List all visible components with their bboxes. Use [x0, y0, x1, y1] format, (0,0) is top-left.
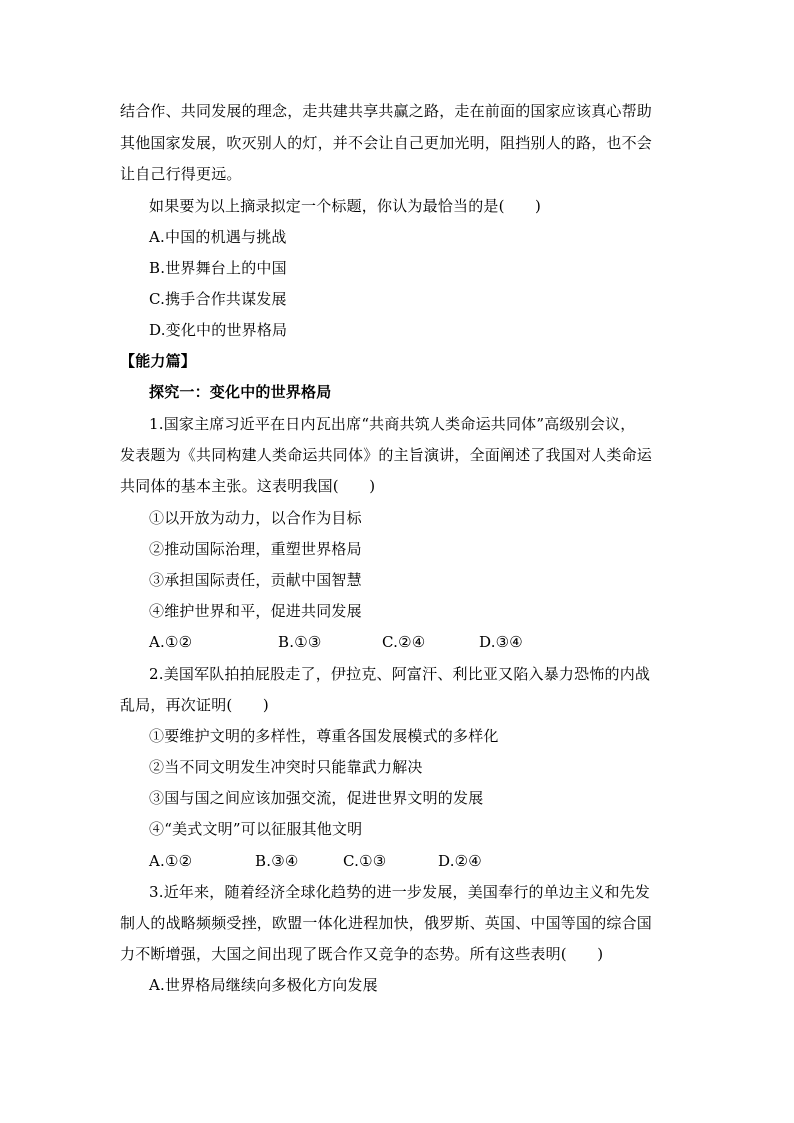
q2-line-2: 乱局，再次证明( ) — [120, 696, 269, 714]
q1-choices — [0, 632, 794, 652]
intro-option-c: C.携手合作共谋发展 — [149, 290, 287, 308]
intro-line-3: 让自己行得更远。 — [120, 165, 242, 183]
section-subheading: 探究一：变化中的世界格局 — [149, 383, 332, 401]
q2-choice-c: C.①③ — [343, 852, 387, 870]
q1-item-4: ④维护世界和平，促进共同发展 — [149, 602, 362, 620]
q3-line-3: 力不断增强，大国之间出现了既合作又竞争的态势。所有这些表明( ) — [120, 945, 604, 963]
q2-item-2: ②当不同文明发生冲突时只能靠武力解决 — [149, 758, 423, 776]
intro-line-1: 结合作、共同发展的理念，走共建共享共赢之路，走在前面的国家应该真心帮助 — [120, 102, 653, 120]
q2-choice-b: B.③④ — [255, 852, 299, 870]
q1-choice-a: A.①② — [149, 633, 193, 651]
q1-line-2: 发表题为《共同构建人类命运共同体》的主旨演讲，全面阐述了我国对人类命运 — [120, 446, 653, 464]
intro-line-2: 其他国家发展，吹灭别人的灯，并不会让自己更加光明，阻挡别人的路，也不会 — [120, 134, 653, 152]
intro-option-a: A.中国的机遇与挑战 — [149, 228, 287, 246]
intro-question: 如果要为以上摘录拟定一个标题，你认为最恰当的是( ) — [149, 197, 542, 215]
q1-item-2: ②推动国际治理，重塑世界格局 — [149, 540, 362, 558]
q1-item-1: ①以开放为动力，以合作为目标 — [149, 509, 362, 527]
section-heading: 【能力篇】 — [120, 352, 197, 370]
q1-line-1: 1.国家主席习近平在日内瓦出席“共商共筑人类命运共同体”高级别会议， — [149, 415, 636, 433]
q1-line-3: 共同体的基本主张。这表明我国( ) — [120, 477, 376, 495]
q2-choices — [0, 851, 794, 871]
q2-item-1: ①要维护文明的多样性，尊重各国发展模式的多样化 — [149, 727, 499, 745]
q1-choice-d: D.③④ — [479, 633, 523, 651]
q1-item-3: ③承担国际责任，贡献中国智慧 — [149, 571, 362, 589]
q2-choice-a: A.①② — [149, 852, 193, 870]
q2-item-4: ④“美式文明”可以征服其他文明 — [149, 820, 363, 838]
q2-line-1: 2.美国军队拍拍屁股走了，伊拉克、阿富汗、利比亚又陷入暴力恐怖的内战 — [149, 665, 651, 683]
intro-option-d: D.变化中的世界格局 — [149, 321, 288, 339]
q2-choice-d: D.②④ — [438, 852, 482, 870]
q3-option-a: A.世界格局继续向多极化方向发展 — [149, 976, 378, 994]
q3-line-1: 3.近年来，随着经济全球化趋势的进一步发展，美国奉行的单边主义和先发 — [149, 883, 651, 901]
q3-line-2: 制人的战略频频受挫，欧盟一体化进程加快，俄罗斯、英国、中国等国的综合国 — [120, 914, 653, 932]
intro-option-b: B.世界舞台上的中国 — [149, 259, 287, 277]
q1-choice-c: C.②④ — [382, 633, 426, 651]
q1-choice-b: B.①③ — [278, 633, 322, 651]
q2-item-3: ③国与国之间应该加强交流，促进世界文明的发展 — [149, 789, 484, 807]
